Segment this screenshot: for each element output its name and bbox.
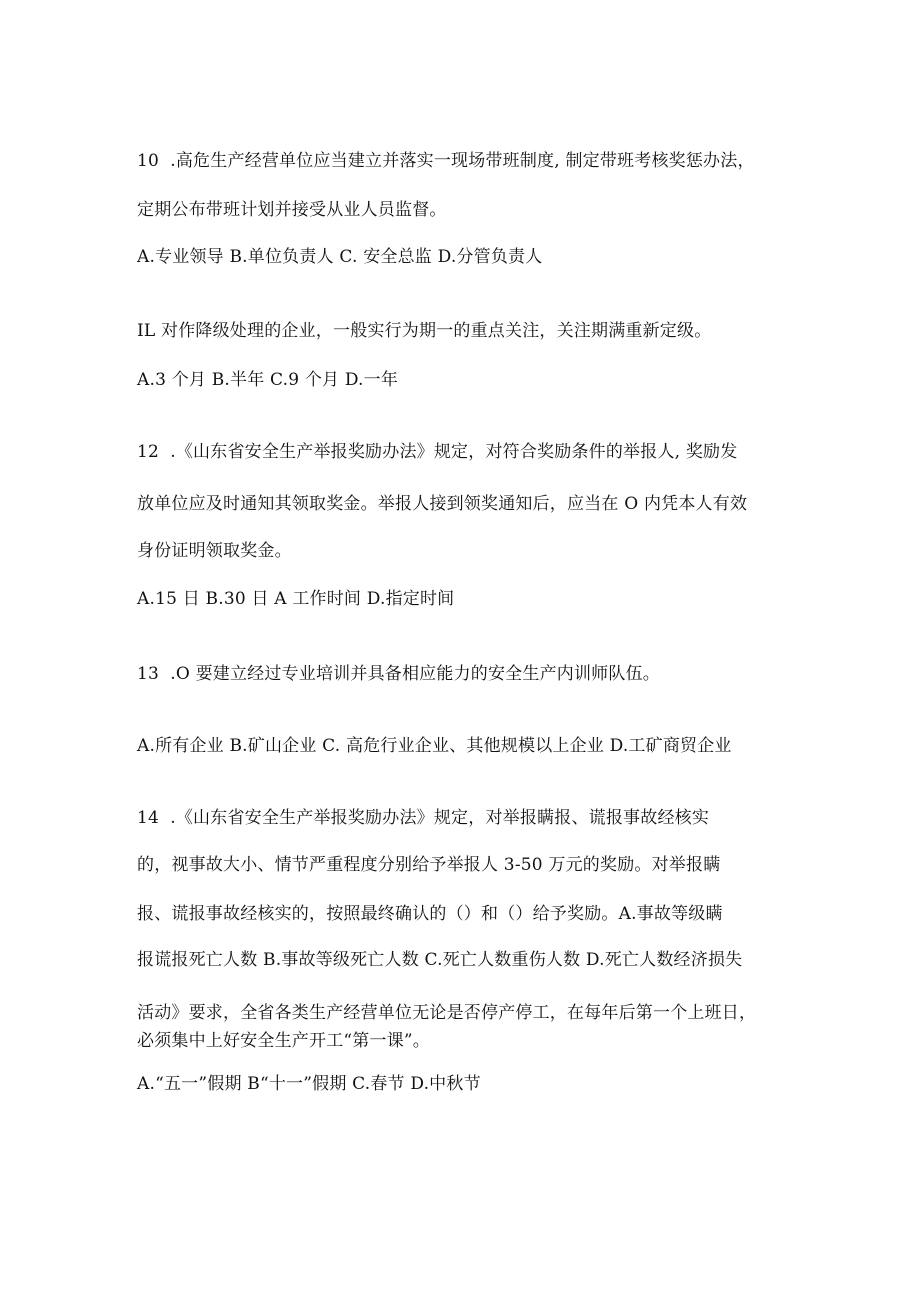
question-14-line-4: 报谎报死亡人数 B.事故等级死亡人数 C.死亡人数重伤人数 D.死亡人数经济损失: [137, 950, 743, 970]
question-12-line-3: 身份证明领取奖金。: [137, 541, 292, 561]
question-15-options: A.“五一”假期 B“十一”假期 C.春节 D.中秋节: [137, 1074, 481, 1094]
question-10-line-1: 10 .高危生产经营单位应当建立并落实一现场带班制度, 制定带班考核奖惩办法，: [137, 151, 755, 171]
question-14-line-2: 的，视事故大小、情节严重程度分别给予举报人 3-50 万元的奖励。对举报瞒: [137, 855, 721, 875]
question-14-line-1: 14 .《山东省安全生产举报奖励办法》规定，对举报瞒报、谎报事故经核实: [137, 808, 710, 828]
question-15-line-2: 必须集中上好安全生产开工“第一课”。: [137, 1031, 430, 1051]
question-10-options: A.专业领导 B.单位负责人 C. 安全总监 D.分管负责人: [137, 247, 543, 267]
question-13-options: A.所有企业 B.矿山企业 C. 高危行业企业、其他规模以上企业 D.工矿商贸企业: [137, 736, 732, 756]
question-10-line-2: 定期公布带班计划并接受从业人员监督。: [137, 200, 447, 220]
question-12-line-2: 放单位应及时通知其领取奖金。举报人接到领奖通知后，应当在 O 内凭本人有效: [137, 494, 748, 514]
question-14-line-3: 报、谎报事故经核实的，按照最终确认的（）和（）给予奖励。A.事故等级瞒: [137, 904, 723, 924]
question-12-options: A.15 日 B.30 日 A 工作时间 D.指定时间: [137, 589, 455, 609]
question-11-line-1: IL 对作降级处理的企业，一般实行为期一的重点关注，关注期满重新定级。: [137, 321, 712, 341]
question-15-line-1: 活动》要求，全省各类生产经营单位无论是否停产停工，在每年后第一个上班日，: [137, 1003, 757, 1023]
question-13-line-1: 13 .O 要建立经过专业培训并具备相应能力的安全生产内训师队伍。: [137, 664, 660, 684]
question-12-line-1: 12 .《山东省安全生产举报奖励办法》规定，对符合奖励条件的举报人, 奖励发: [137, 442, 738, 462]
question-11-options: A.3 个月 B.半年 C.9 个月 D.一年: [137, 370, 399, 390]
